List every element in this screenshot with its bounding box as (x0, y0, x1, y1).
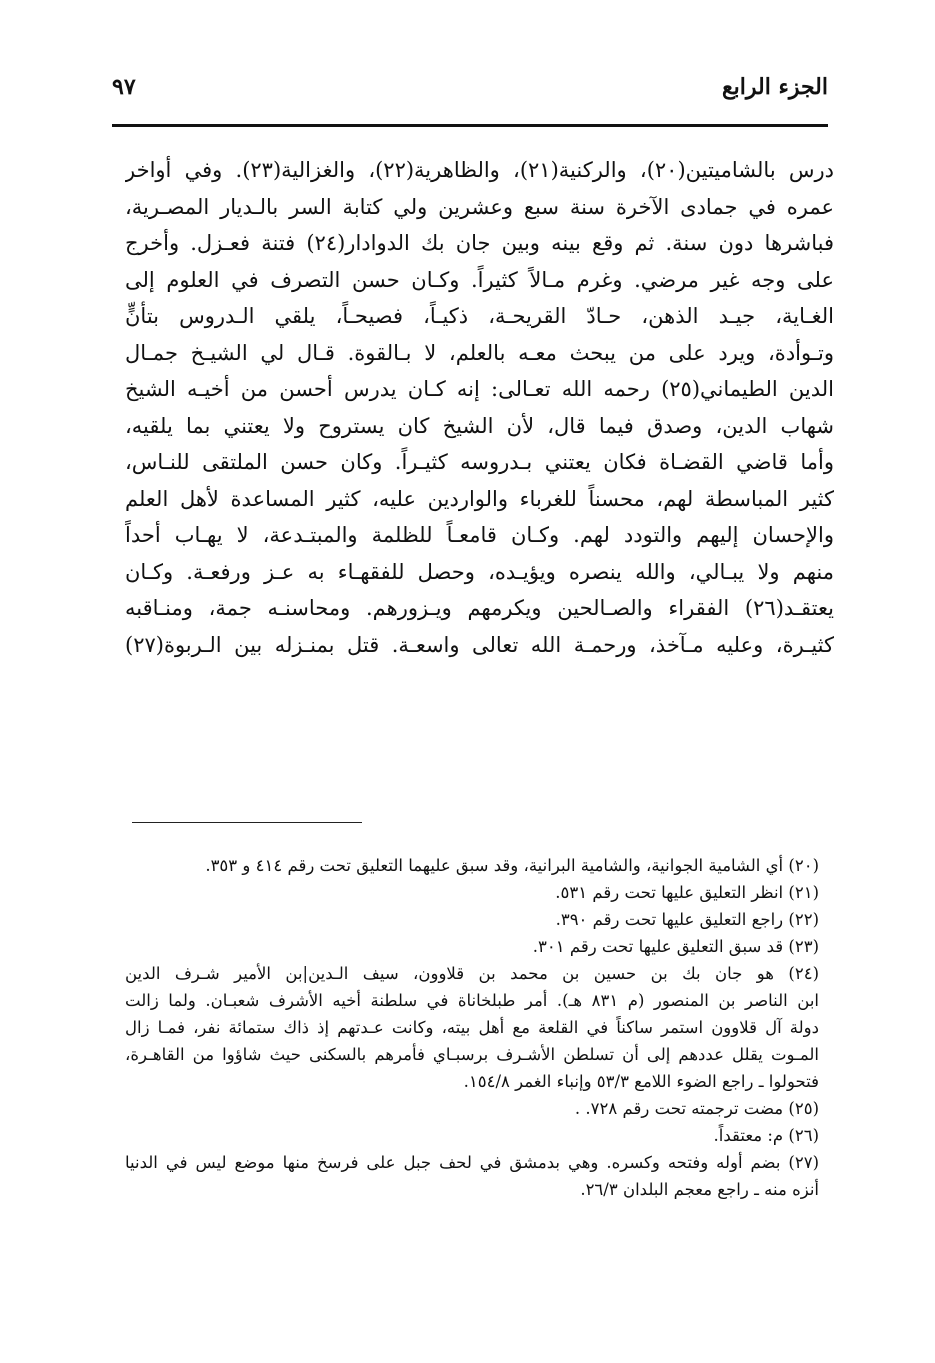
footnote-21: (٢١) انظر التعليق عليها تحت رقم ٥٣١. (555, 883, 819, 902)
text-line: وتـوأدة، ويرد على من يبحث معـه بالعلم، لا بـالقوة. قـال لي الشيـخ جمـال (125, 340, 834, 365)
text-line: الدين الطيماني(٢٥) رحمه الله تعـالى: إنه كـان يدرس أحسن من أخيـه الشيخ (125, 377, 834, 401)
page-header (112, 70, 828, 110)
text-line: كثير المباسطة لهم، محسناً للغرباء والواردين عليه، كثير المساعدة لأهل العلم (125, 486, 834, 511)
footnote-24-line: المـوت يقلل عددهم إلى أن تسلطن الأشـرف برسبـاي فأمرهم بالسكنى حيث شاؤوا من القاهـرة، (125, 1045, 819, 1064)
footnote-22: (٢٢) راجع التعليق عليها تحت رقم ٣٩٠. (555, 910, 819, 929)
footnote-separator (132, 822, 362, 823)
header-rule (112, 124, 828, 127)
text-line: والإحسان إليهم والتودد لهم. وكـان قامعـاً للظلمة والمبتـدعة، لا يهـاب أحداً (125, 523, 834, 547)
footnote-20: (٢٠) أي الشامية الجوانية، والشامية البرانية، وقد سبق عليهما التعليق تحت رقم ٤١٤ و ٣٥٣. (205, 856, 819, 875)
footnote-27-line: أنزه منه ـ راجع معجم البلدان ٢٦/٣. (580, 1180, 819, 1199)
page-number: ٩٧ (112, 74, 136, 100)
text-line: على وجه غير مرضي. وغرم مـالاً كثيراً. وكـان حسن التصرف في العلوم إلى (125, 267, 834, 292)
main-text (125, 152, 834, 663)
text-line: عمره في جمادى الآخرة سنة سبع وعشرين ولي كتابة السر بالـديار المصـرية، (125, 194, 834, 219)
text-line: فباشرها دون سنة. ثم وقع بينه وبين جان بك الدوادار(٢٤) فتنة فعـزل. وأخرج (125, 231, 834, 255)
footnote-26: (٢٦) م: معتقداً. (713, 1126, 819, 1145)
footnote-25: (٢٥) مضت ترجمته تحت رقم ٧٢٨. . (574, 1099, 819, 1118)
footnote-24-line: دولة آل قلاوون استمر ساكناً في القلعة مع أهل بيته، وكانت عـدتهم إذ ذاك ستمائة نفر، فمـا زال (125, 1018, 819, 1037)
text-line: كثيـرة، وعليه مـآخذ، ورحمـة الله تعالى واسعـة. قتل بمنـزله بين الـربوة(٢٧) (125, 632, 834, 657)
text-line: يعتقـد(٢٦) الفقراء والصـالحين ويكرمهم ويـزورهم. ومحاسنـه جمة، ومنـاقبه (125, 596, 834, 620)
text-line: درس بالشاميتين(٢٠)، والركنية(٢١)، والظاهرية(٢٢)، والغزالية(٢٣). وفي أواخر (125, 158, 834, 182)
text-line: شهاب الدين، وصدق فيما قال، لأن الشيخ كان يستروح ولا يعتني بما يلقيه، (125, 413, 834, 438)
footnote-24-line: فتحولوا ـ راجع الضوء اللامع ٥٣/٣ وإنباء الغمر ١٥٤/٨. (463, 1072, 819, 1091)
footnotes (125, 852, 819, 1203)
text-line: وأما قاضي القضـاة فكان يعتني بـدروسه كثيـراً. وكان حسن الملتقى للنـاس، (125, 450, 834, 474)
text-line: منهم ولا يبـالي، والله ينصره ويؤيـده، وحصل للفقهـاء به عـز ورفعـة. وكـان (125, 559, 834, 584)
footnote-24-line: (٢٤) هو جان بك بن حسين بن محمد بن قلاوون، سيف الـدين|بن الأمير شـرف الدين (125, 964, 819, 983)
running-title: الجزء الرابع (721, 74, 828, 100)
footnote-23: (٢٣) قد سبق التعليق عليها تحت رقم ٣٠١. (532, 937, 819, 956)
footnote-27-line: (٢٧) بضم أوله وفتحه وكسره. وهي بدمشق في لحف جبل على فرسخ منها موضع ليس في الدنيا (125, 1153, 819, 1172)
footnote-24-line: ابن الناصر بن المنصور (م ٨٣١ هـ). أمر طبلخاناة في سلطنة أخيه الأشرف شعبـان. ولما زالت (125, 991, 819, 1010)
text-line: الغـاية، جيـد الذهن، حـادّ القريحـة، ذكيـاً، فصيحـاً، يلقي الـدروس بتأنٍّ (125, 304, 834, 328)
